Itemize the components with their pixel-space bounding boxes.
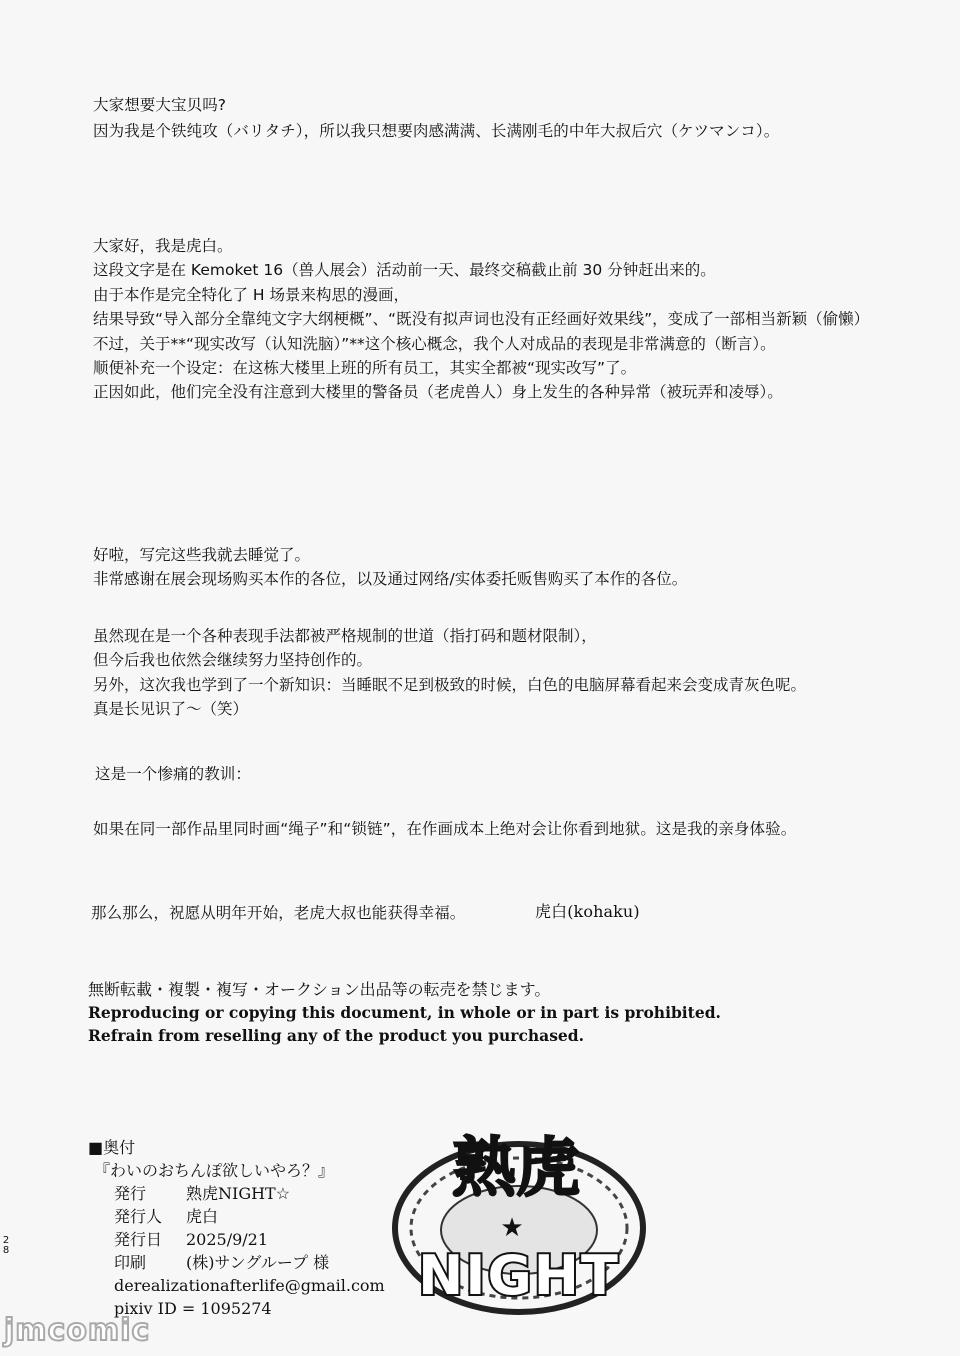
greeting-line-4: 结果导致“导入部分全靠纯文字大纲梗概”、“既没有拟声词也没有正经画好效果线”，变成了一部相当新颖（偷懒） <box>93 310 870 329</box>
future-line-1: 虽然现在是一个各种表现手法都被严格规制的世道（指打码和题材限制）， <box>93 627 597 645</box>
greeting-line-7: 正因如此，他们完全没有注意到大楼里的警备员（老虎兽人）身上发生的各种异常（被玩弄和凌辱）。 <box>93 383 783 402</box>
future-line-3: 另外，这次我也学到了一个新知识：当睡眠不足到极致的时候，白色的电脑屏幕看起来会变成青灰色呢。 <box>93 675 807 694</box>
notice-japanese: 無断転載・複製・複写・オークション出品等の転売を禁じます。 <box>88 980 551 999</box>
colophon-entry-date <box>88 1228 385 1251</box>
colophon-heading: ■奥付 <box>88 1138 136 1157</box>
thanks-paragraph <box>93 543 687 592</box>
entry-value: 2025/9/21 <box>186 1230 269 1249</box>
closing-line: 那么那么，祝愿从明年开始，老虎大叔也能获得幸福。 <box>91 904 466 922</box>
logo-star-icon: ★ <box>500 1213 524 1243</box>
future-line-4: 真是长见识了～（笑） <box>93 700 249 719</box>
entry-key: 印刷 <box>114 1253 147 1272</box>
entry-value: 虎白 <box>186 1207 219 1226</box>
lesson-body: 如果在同一部作品里同时画“绳子”和“锁链”，在作画成本上绝对会让你看到地狱。这是我的亲身体验。 <box>93 820 797 838</box>
entry-key: 発行日 <box>114 1230 163 1249</box>
colophon <box>88 1137 385 1320</box>
signature: 虎白(kohaku) <box>535 902 640 921</box>
entry-key: 発行人 <box>114 1207 163 1226</box>
copyright-notice <box>88 978 721 1047</box>
circle-logo <box>388 1118 650 1318</box>
colophon-email: derealizationafterlife@gmail.com <box>114 1276 385 1295</box>
notice-english-1: Reproducing or copying this document, in whole or in part is prohibited. <box>88 1003 721 1022</box>
greeting-line-6: 顺便补充一个设定：在这栋大楼里上班的所有员工，其实全都被“现实改写”了。 <box>93 359 637 378</box>
future-paragraph <box>93 624 806 722</box>
colophon-entry-printer <box>88 1251 385 1274</box>
intro-line-2: 因为我是个铁纯攻（バリタチ），所以我只想要肉感满满、长满刚毛的中年大叔后穴（ケツマンコ）。 <box>93 122 780 140</box>
colophon-title: 『わいのおちんぽ欲しいやろ？』 <box>94 1161 335 1180</box>
logo-word: NIGHT <box>418 1244 620 1307</box>
thanks-line-1: 好啦，写完这些我就去睡觉了。 <box>93 546 311 564</box>
greeting-paragraph <box>93 234 869 405</box>
greeting-line-1: 大家好，我是虎白。 <box>93 237 233 255</box>
intro-line-1: 大家想要大宝贝吗? <box>93 96 227 114</box>
greeting-line-5: 不过，关于**“现实改写（认知洗脑）”**这个核心概念，我个人对成品的表现是非常满意的（断言）。 <box>93 334 776 353</box>
greeting-line-3: 由于本作是完全特化了 H 场景来构思的漫画， <box>93 285 410 304</box>
thanks-line-2: 非常感谢在展会现场购买本作的各位，以及通过网络/实体委托贩售购买了本作的各位。 <box>93 570 688 589</box>
notice-english-2: Refrain from reselling any of the product you purchased. <box>88 1025 585 1045</box>
entry-value: (株)サングループ 様 <box>186 1253 330 1272</box>
colophon-entry-publisher <box>88 1182 385 1205</box>
future-line-2: 但今后我也依然会继续努力坚持创作的。 <box>93 651 373 670</box>
entry-value: 熟虎NIGHT☆ <box>186 1184 291 1203</box>
colophon-pixiv-id: pixiv ID = 1095274 <box>114 1299 272 1318</box>
colophon-entry-issuer <box>88 1205 385 1228</box>
logo-kanji: 熟虎 <box>452 1132 580 1206</box>
entry-key: 発行 <box>114 1184 147 1203</box>
greeting-line-2: 这段文字是在 Kemoket 16（兽人展会）活动前一天、最终交稿截止前 30 分钟赶出来的。 <box>93 261 716 280</box>
watermark: jmcomic <box>4 1313 151 1348</box>
page-number: 28 <box>2 1235 10 1256</box>
lesson-title: 这是一个惨痛的教训： <box>95 765 252 783</box>
